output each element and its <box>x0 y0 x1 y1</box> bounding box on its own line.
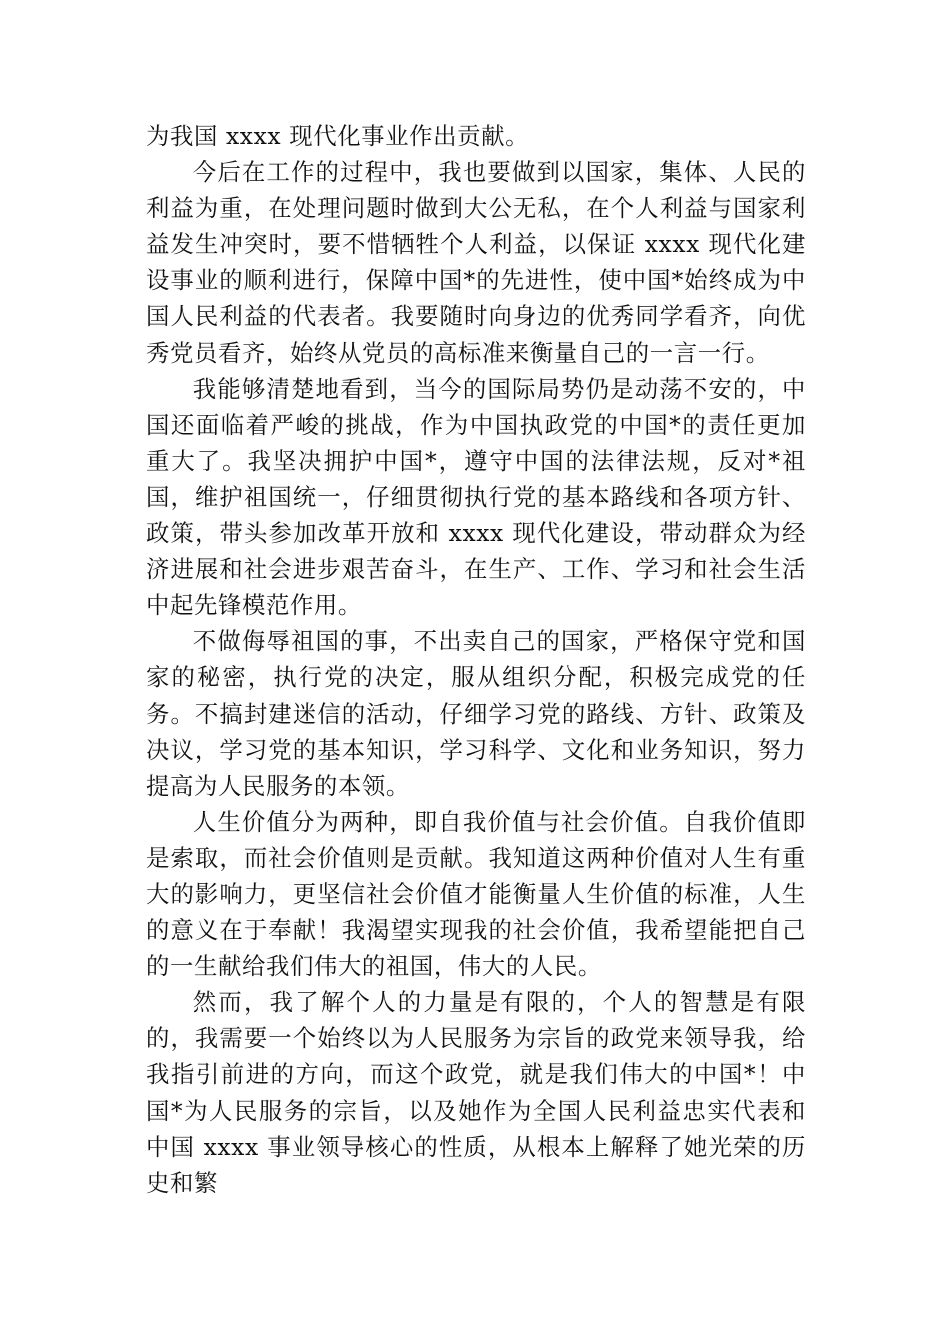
paragraph-international-situation: 我能够清楚地看到，当今的国际局势仍是动荡不安的，中国还面临着严峻的挑战，作为中国执政党的中国*的责任更加重大了。我坚决拥护中国*，遵守中国的法律法规，反对*祖国，维护祖国统一，仔细贯彻执行党的基本路线和各项方针、政策，带头参加改革开放和 xxxx 现代化建设，带动群众为经济进展和社会进步艰苦奋斗，在生产、工作、学习和社会生活中起先锋模范作用。 <box>146 374 806 620</box>
paragraph-party-leadership: 然而，我了解个人的力量是有限的，个人的智慧是有限的，我需要一个始终以为人民服务为宗旨的政党来领导我，给我指引前进的方向，而这个政党，就是我们伟大的中国*！中国*为人民服务的宗旨，以及她作为全国人民利益忠实代表和中国 xxxx 事业领导核心的性质，从根本上解释了她光荣的历史和繁 <box>146 988 806 1197</box>
paragraph-life-value: 人生价值分为两种，即自我价值与社会价值。自我价值即是索取，而社会价值则是贡献。我知道这两种价值对人生有重大的影响力，更坚信社会价值才能衡量人生价值的标准，人生的意义在于奉献！我渴望实现我的社会价值，我希望能把自己的一生献给我们伟大的祖国，伟大的人民。 <box>146 807 806 981</box>
paragraph-future-work: 今后在工作的过程中，我也要做到以国家，集体、人民的利益为重，在处理问题时做到大公无私，在个人利益与国家利益发生冲突时，要不惜牺牲个人利益，以保证 xxxx 现代化建设事业的顺利进行，保障中国*的先进性，使中国*始终成为中国人民利益的代表者。我要随时向身边的优秀同学看齐，向优秀党员看齐，始终从党员的高标准来衡量自己的一言一行。 <box>146 158 806 367</box>
paragraph-continuation: 为我国 xxxx 现代化事业作出贡献。 <box>146 122 530 150</box>
paragraph-discipline: 不做侮辱祖国的事，不出卖自己的国家，严格保守党和国家的秘密，执行党的决定，服从组织分配，积极完成党的任务。不搞封建迷信的活动，仔细学习党的路线、方针、政策及决议，学习党的基本知识，学习科学、文化和业务知识，努力提高为人民服务的本领。 <box>146 627 806 800</box>
document-body <box>146 118 806 1201</box>
